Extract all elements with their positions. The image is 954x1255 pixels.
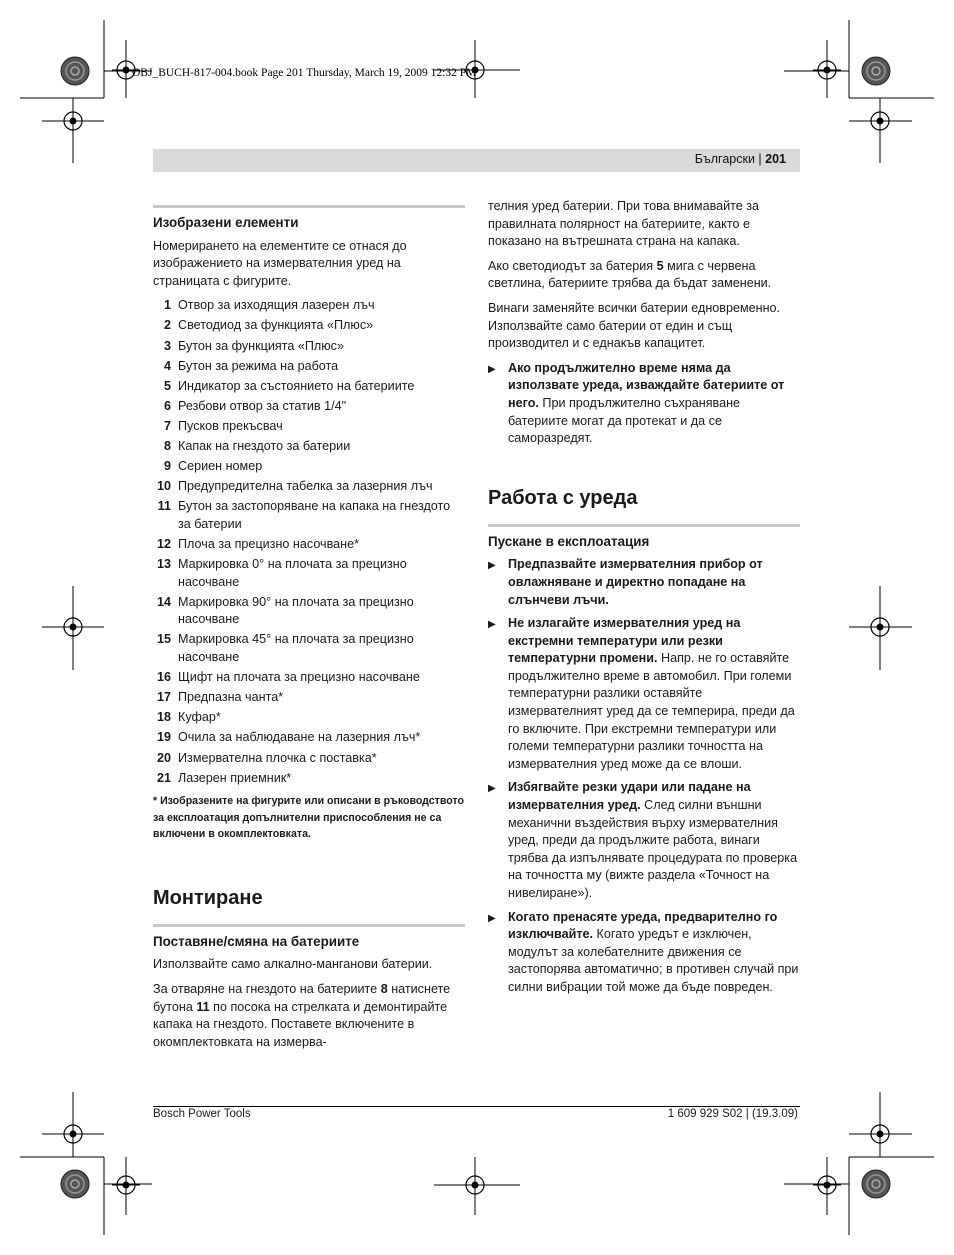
- item-number: 11: [157, 499, 171, 514]
- list-item: [153, 770, 465, 788]
- bullet-arrow-icon: ▶: [488, 560, 496, 572]
- bullet-item: ▶ Избягвайте резки удари или падане на измервателния уред. След силни външни механични въздействия върху измервателния уред, преди да продължите работа, винаги трябва да изпълнявате процедурата по проверка на точността му (вижте раздела «Точност на нивелиране»).: [488, 779, 800, 902]
- item-number: 20: [156, 750, 171, 765]
- page-header: [153, 149, 800, 172]
- bullet-arrow-icon: ▶: [488, 912, 496, 924]
- item-number: 4: [163, 358, 171, 373]
- item-text: Отвор за изходящия лазерен лъч: [178, 298, 375, 313]
- item-text: Маркировка 0° на плочата за прецизно насочване: [178, 557, 407, 589]
- item-text: Предупредителна табелка за лазерния лъч: [178, 479, 433, 494]
- batteries-replace-text: Винаги заменяйте всички батерии едновременно. Използвайте само батерии от един и същ производител и с еднакъв капацитет.: [488, 300, 781, 351]
- item-text: Сериен номер: [178, 459, 263, 474]
- elements-intro: Номерирането на елементите се отнася до изображението на измервателния уред на страницата с фигурите.: [153, 238, 407, 288]
- footer-doc-number: 1 609 929 S02 | (19.3.09): [667, 1108, 798, 1120]
- item-text: Бутон за застопоряване на капака на гнездото за батерии: [178, 499, 451, 531]
- item-text: Плоча за прецизно насочване*: [178, 537, 360, 551]
- item-text: Светодиод за функцията «Плюс»: [178, 318, 374, 333]
- item-number: 21: [156, 770, 171, 785]
- section-rule: [153, 924, 465, 927]
- right-column: [488, 198, 800, 1003]
- batteries-text-3: телния уред батерии. При това внимавайте за правилната полярност на батериите, както е показано на вътрешната страна на капака.: [488, 199, 760, 249]
- list-item: [153, 750, 465, 768]
- item-number: 14: [156, 594, 171, 609]
- list-item: [153, 458, 465, 476]
- section-title-batteries: Поставяне/смяна на батериите: [153, 933, 360, 949]
- section-rule: [153, 205, 465, 208]
- item-number: 17: [156, 690, 171, 705]
- footer-brand: Bosch Power Tools: [153, 1108, 251, 1120]
- list-item: [153, 338, 465, 356]
- item-text: Маркировка 90° на плочата за прецизно насочване: [178, 594, 414, 627]
- list-item: [153, 536, 465, 554]
- item-number: 6: [163, 398, 171, 413]
- item-number: 13: [156, 557, 171, 572]
- list-item: [153, 689, 465, 707]
- item-number: 16: [156, 670, 171, 685]
- print-slug: OBJ_BUCH-817-004.book Page 201 Thursday, March 19, 2009 12:32 PM: [132, 67, 477, 79]
- list-item: [153, 478, 465, 496]
- section-title-operation: Работа с уреда: [488, 486, 638, 509]
- list-item: [153, 556, 465, 591]
- bullet-item: ▶ Предпазвайте измервателния прибор от овлажняване и директно попадане на слънчеви лъчи.: [488, 556, 800, 609]
- item-number: 1: [163, 298, 171, 313]
- item-number: 19: [156, 730, 171, 745]
- section-title-mounting: Монтиране: [153, 886, 263, 909]
- bullet-arrow-icon: ▶: [488, 783, 496, 795]
- item-number: 9: [163, 459, 171, 474]
- bullet-arrow-icon: ▶: [488, 363, 496, 375]
- item-text: Щифт на плочата за прецизно насочване: [178, 670, 420, 685]
- item-text: Предпазна чанта*: [178, 690, 284, 705]
- header-separator: |: [754, 152, 766, 166]
- list-item: [153, 498, 465, 533]
- item-text: Куфар*: [178, 710, 221, 725]
- item-text: Индикатор за състоянието на батериите: [178, 378, 415, 393]
- item-number: 18: [156, 710, 171, 725]
- bullet-item: ▶ Не излагайте измервателния уред на екстремни температури или резки температурни промени. Напр. не го оставяйте продължително време в автомобил. При големи температурни разлики оставяйте измервателният уред да се темперира, преди да го включите. При екстремни температури или големи температурни разлики точността на измервателния уред може да се влоши.: [488, 615, 800, 773]
- bullet-arrow-icon: ▶: [488, 619, 496, 631]
- left-column: [153, 205, 465, 1058]
- bullet-item: ▶ Когато пренасяте уреда, предварително го изключвайте. Когато уредът е изключен, модулът за колебателните движения се застопорява автоматично; в противен случай при силни вибрации той може да бъде повреден.: [488, 909, 800, 997]
- item-number: 8: [163, 439, 171, 454]
- header-label: [695, 152, 786, 166]
- bullet-item: ▶ Ако продължително време няма да използвате уреда, изваждайте батериите от него. При продължително съхраняване батериите могат да протекат и да се саморазредят.: [488, 360, 800, 448]
- batteries-led-text: Ако светодиодът за батерия 5 мига с червена светлина, батериите трябва да бъдат заменени.: [488, 258, 772, 291]
- list-item: [153, 418, 465, 436]
- item-number: 15: [156, 632, 171, 647]
- footer-rule: [153, 1106, 800, 1107]
- item-text: Пусков прекъсвач: [178, 418, 283, 433]
- item-text: Бутон за функцията «Плюс»: [178, 338, 344, 353]
- page-number: 201: [765, 152, 786, 166]
- header-language: Български: [694, 152, 755, 166]
- item-number: 2: [163, 318, 171, 333]
- item-text: Бутон за режима на работа: [178, 358, 339, 373]
- list-item: [153, 631, 465, 666]
- item-text: Капак на гнездото за батерии: [178, 439, 351, 454]
- list-item: [153, 669, 465, 687]
- item-number: 3: [163, 338, 171, 353]
- footnote: * Изобразените на фигурите или описани в ръководството за експлоатация допълнителни приспособления не са включени в окомплектовката.: [153, 795, 464, 841]
- item-number: 5: [163, 378, 171, 393]
- item-text: Маркировка 45° на плочата за прецизно насочване: [178, 632, 414, 665]
- list-item: [153, 358, 465, 376]
- list-item: [153, 378, 465, 396]
- item-text: Измервателна плочка с поставка*: [178, 750, 377, 765]
- section-rule: [488, 524, 800, 527]
- list-item: [153, 709, 465, 727]
- item-number: 7: [163, 418, 171, 433]
- list-item: [153, 317, 465, 335]
- list-item: [153, 729, 465, 747]
- item-text: Очила за наблюдаване на лазерния лъч*: [178, 730, 421, 745]
- list-item: [153, 438, 465, 456]
- section-title-elements: Изобразени елементи: [153, 215, 299, 230]
- section-title-startup: Пускане в експлоатация: [488, 533, 650, 549]
- list-item: [153, 398, 465, 416]
- item-text: Лазерен приемник*: [178, 770, 292, 785]
- elements-list: [153, 297, 465, 787]
- item-text: Резбови отвор за статив 1/4": [178, 398, 347, 413]
- item-number: 12: [156, 537, 171, 551]
- list-item: [153, 594, 465, 629]
- list-item: [153, 297, 465, 315]
- batteries-text-2: За отваряне на гнездото на батериите 8 натиснете бутона 11 по посока на стрелката и демонтирайте капака на гнездото. Поставете включените в окомплектовката на измерва-: [153, 981, 451, 1049]
- item-number: 10: [156, 479, 171, 494]
- batteries-text-1: Използвайте само алкално-манганови батерии.: [153, 957, 433, 972]
